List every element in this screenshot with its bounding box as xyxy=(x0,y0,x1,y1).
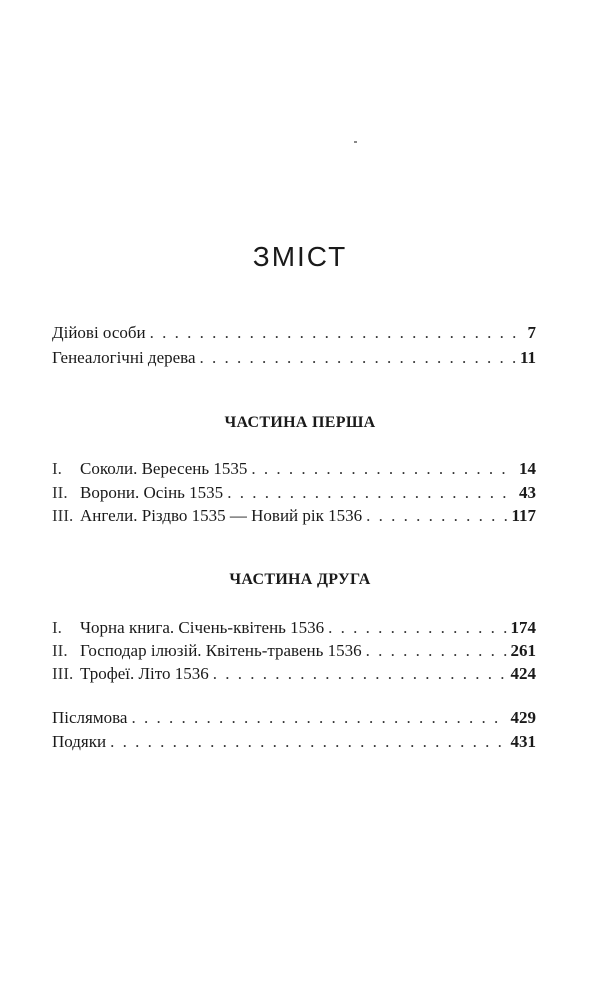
toc-entry-characters[interactable] xyxy=(52,322,536,344)
entry-page: 11 xyxy=(519,348,536,367)
entry-page: 261 xyxy=(510,641,536,660)
toc-entry-part2-ch3[interactable] xyxy=(52,663,536,685)
entry-label: Генеалогічні дерева xyxy=(52,348,196,367)
paper-speck xyxy=(354,141,357,143)
leader-dots xyxy=(150,322,524,344)
chapter-number: I. xyxy=(52,459,62,478)
toc-entry-part1-ch1[interactable] xyxy=(52,458,536,480)
part-heading-1: ЧАСТИНА ПЕРША xyxy=(224,414,376,431)
entry-label: Трофеї. Літо 1536 xyxy=(80,664,209,683)
toc-entry-acknowledgements[interactable] xyxy=(52,731,536,753)
entry-page: 429 xyxy=(510,708,536,727)
leader-dots xyxy=(131,707,506,729)
leader-dots xyxy=(227,482,515,504)
part-heading-2: ЧАСТИНА ДРУГА xyxy=(229,571,371,588)
chapter-number: III. xyxy=(52,664,74,683)
entry-label: Ангели. Різдво 1535 — Новий рік 1536 xyxy=(80,506,363,525)
chapter-number: II. xyxy=(52,641,68,660)
chapter-number: II. xyxy=(52,483,68,502)
entry-page: 14 xyxy=(519,459,536,478)
entry-page: 431 xyxy=(510,732,536,751)
entry-page: 424 xyxy=(510,664,536,683)
entry-label: Соколи. Вересень 1535 xyxy=(80,459,248,478)
page-title: ЗМІСТ xyxy=(252,240,348,272)
leader-dots xyxy=(110,731,506,753)
toc-entry-part1-ch2[interactable] xyxy=(52,482,536,504)
entry-label: Господар ілюзій. Квітень-травень 1536 xyxy=(80,641,362,660)
entry-page: 7 xyxy=(527,323,536,342)
entry-label: Післямова xyxy=(52,708,128,727)
leader-dots xyxy=(366,505,507,527)
toc-entry-part2-ch2[interactable] xyxy=(52,640,536,662)
leader-dots xyxy=(366,640,507,662)
leader-dots xyxy=(200,347,516,369)
entry-page: 43 xyxy=(519,483,536,502)
entry-label: Чорна книга. Січень-квітень 1536 xyxy=(80,618,325,637)
leader-dots xyxy=(213,663,507,685)
leader-dots xyxy=(328,617,506,639)
leader-dots xyxy=(251,458,515,480)
entry-label: Ворони. Осінь 1535 xyxy=(80,483,224,502)
toc-entry-afterword[interactable] xyxy=(52,707,536,729)
chapter-number: III. xyxy=(52,506,74,525)
entry-label: Дійові особи xyxy=(52,323,146,342)
chapter-number: I. xyxy=(52,618,62,637)
entry-label: Подяки xyxy=(52,732,107,751)
toc-entry-part1-ch3[interactable] xyxy=(52,505,536,527)
entry-page: 117 xyxy=(511,506,536,525)
toc-entry-part2-ch1[interactable] xyxy=(52,617,536,639)
entry-page: 174 xyxy=(510,618,536,637)
toc-entry-family-trees[interactable] xyxy=(52,347,536,369)
